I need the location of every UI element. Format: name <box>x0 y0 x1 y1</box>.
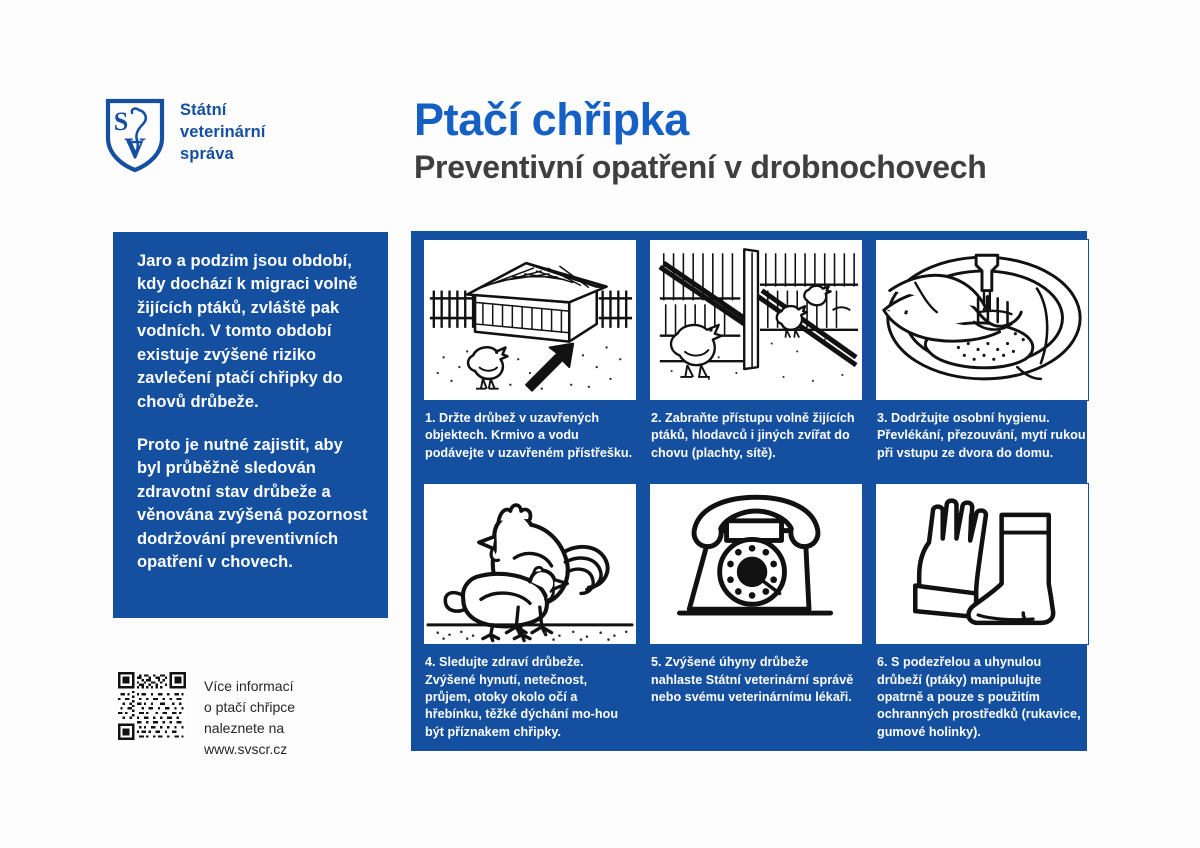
shield-sv-snake-logo-icon <box>104 96 166 174</box>
footer-website-url[interactable]: www.svscr.cz <box>204 741 288 757</box>
measure-caption-3: 3. Dodržujte osobní hygienu. Převlékání, přezouvání, mytí rukou při vstupu ze dvora do domu. <box>877 411 1086 460</box>
measure-cell-1 <box>417 237 643 481</box>
measure-cell-3 <box>869 237 1095 481</box>
intro-panel <box>113 232 388 618</box>
measures-grid <box>411 231 1087 751</box>
poultry-house-fence-icon <box>424 241 636 399</box>
glove-and-rubber-boot-icon <box>876 485 1088 643</box>
svg-text:V: V <box>124 132 146 165</box>
title-block <box>414 96 986 186</box>
measure-cell-6 <box>869 481 1095 743</box>
poster-footer <box>118 672 295 760</box>
page-title: Ptačí chřipka <box>414 94 689 145</box>
page-subtitle: Preventivní opatření v drobnochovech <box>414 149 987 186</box>
measure-figure-3 <box>875 239 1089 401</box>
measure-cell-5 <box>643 481 869 743</box>
fenced-enclosure-netting-icon <box>650 241 862 399</box>
logo-line-1: Státní <box>180 101 227 119</box>
footer-info-text <box>204 672 295 760</box>
measure-figure-4 <box>423 483 637 645</box>
logo-line-2: veterinární <box>180 122 266 141</box>
footer-line-1: Více informací <box>204 678 294 694</box>
rotary-telephone-icon <box>650 485 862 643</box>
intro-paragraph-2: Proto je nutné zajistit, aby byl průběžně sledován zdravotní stav drůbeže a věnována zvýšená pozornost dodržování preventivních opatření v chovech. <box>137 435 368 572</box>
poster-header <box>0 0 1200 210</box>
logo-line-3: správa <box>180 144 234 163</box>
measure-figure-2 <box>649 239 863 401</box>
footer-line-3: naleznete na <box>204 720 285 736</box>
measure-caption-6: 6. S podezřelou a uhynulou drůbeží (ptáky) manipulujte opatrně a pouze s použitím ochranných prostředků (rukavice, gumové holinky). <box>877 655 1081 739</box>
footer-line-2: o ptačí chřipce <box>204 699 296 715</box>
measure-caption-1: 1. Držte drůbež v uzavřených objektech. Krmivo a vodu podávejte v uzavřeném přístřešku. <box>425 411 633 460</box>
measure-figure-6 <box>875 483 1089 645</box>
measure-cell-4 <box>417 481 643 743</box>
measure-figure-1 <box>423 239 637 401</box>
measure-cell-2 <box>643 237 869 481</box>
rooster-and-hen-icon <box>424 485 636 643</box>
organization-logo <box>104 96 265 174</box>
measure-caption-2: 2. Zabraňte přístupu volně žijících ptáků, hlodavců i jiných zvířat do chovu (plachty, sítě). <box>651 411 855 460</box>
intro-paragraph-1: Jaro a podzim jsou období, kdy dochází k migraci volně žijících ptáků, zvláště pak vodních. V tomto období existuje zvýšené riziko zavlečení ptačí chřipky do chovů drůbeže. <box>137 252 358 411</box>
svg-text:S: S <box>113 107 129 136</box>
logo-wordmark <box>180 96 265 166</box>
measure-caption-4: 4. Sledujte zdraví drůbeže. Zvýšené hynutí, netečnost, průjem, otoky okolo očí a hřebínku, těžké dýchání mo-hou být příznakem chřipky. <box>425 655 619 739</box>
measure-caption-5: 5. Zvýšené úhyny drůbeže nahlaste Státní veterinární správě nebo svému veterinárnímu lékaři. <box>651 655 854 704</box>
qr-code-icon <box>118 672 186 740</box>
measure-figure-5 <box>649 483 863 645</box>
handwashing-tap-icon <box>876 241 1088 399</box>
